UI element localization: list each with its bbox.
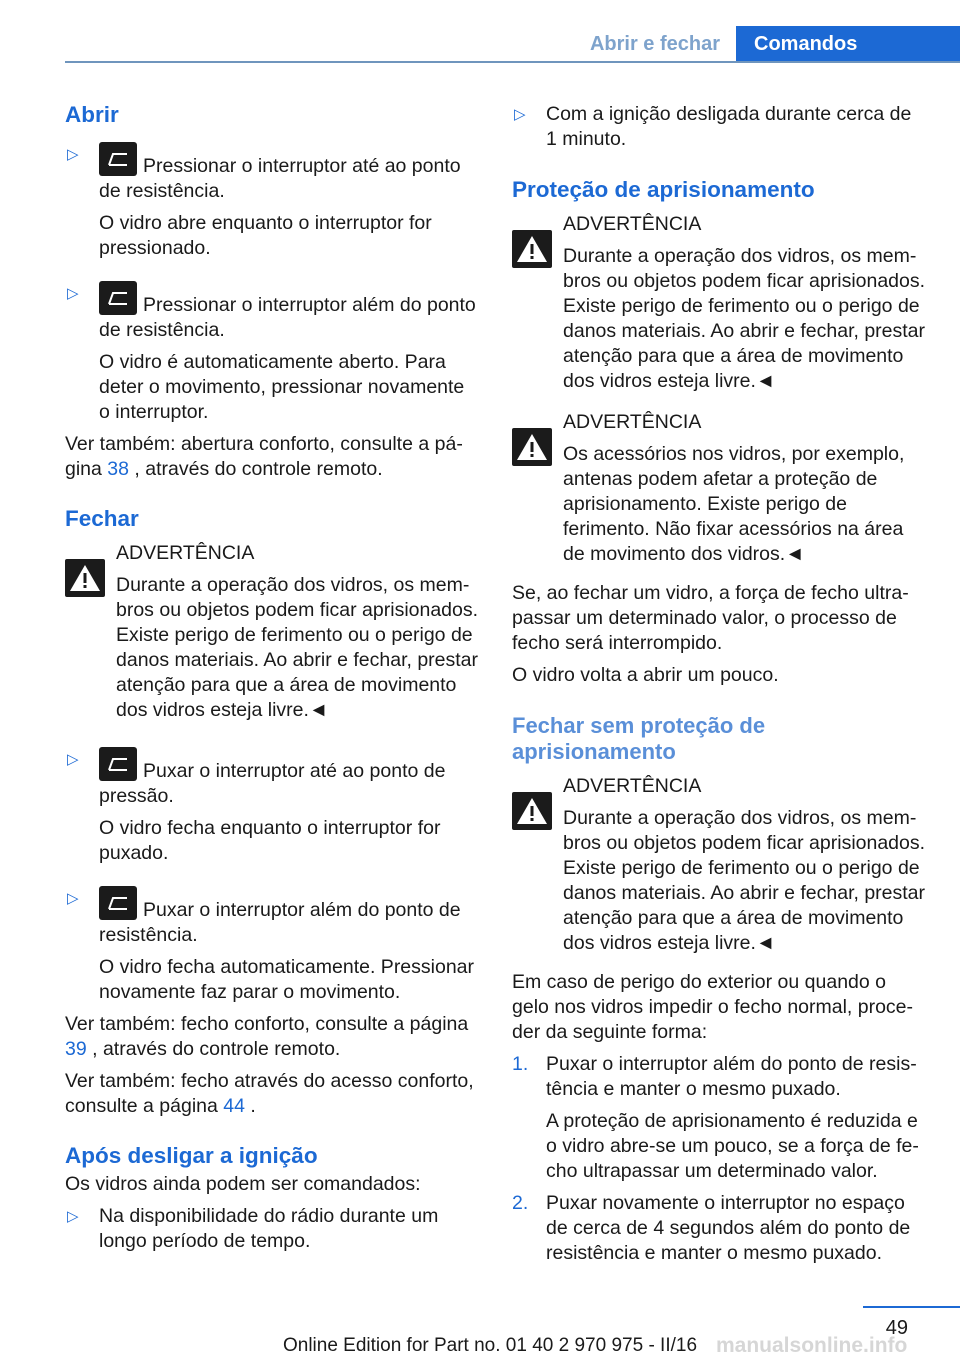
list-item <box>65 281 480 425</box>
numbered-item <box>512 1052 926 1184</box>
header-tab-comandos[interactable]: Comandos <box>736 26 960 63</box>
step-text: Puxar o interruptor além do ponto de resistência e manter o mesmo puxado. <box>546 1053 917 1100</box>
list-item <box>512 102 926 152</box>
list-item-subtext: O vidro fecha automaticamente. Pressionar novamente faz parar o movimento. <box>99 956 475 1003</box>
step-number: 2. <box>512 1192 529 1214</box>
page-link[interactable]: 38 <box>107 458 129 480</box>
list-item <box>65 142 480 261</box>
list-item <box>65 747 480 866</box>
page-link[interactable]: 44 <box>223 1095 245 1117</box>
list-item-subtext: O vidro abre enquanto o interruptor for pressionado. <box>99 212 432 259</box>
header-section-title: Abrir e fechar <box>589 33 721 55</box>
list-item-text: Puxar o interruptor além do ponto de resistência. <box>99 899 461 946</box>
window-switch-icon <box>99 142 137 176</box>
warning-text-first: Durante a operação dos vidros, os membros ou objetos podem ficar aprisionados. Existe perigo de ferimento ou o perigo de danos materiais. Ao abrir e fechar, prestar atenção para que a área de movimento dos vidros esteja livre.◄ <box>116 574 479 721</box>
window-switch-icon <box>99 747 137 781</box>
bullet-triangle-icon: ▷ <box>67 890 79 907</box>
header-divider <box>65 61 960 63</box>
warning-triangle-icon <box>512 792 552 830</box>
list-item-text: Pressionar o interruptor até ao ponto de resistência. <box>99 155 461 202</box>
list-item <box>65 886 480 1005</box>
numbered-item <box>512 1191 926 1266</box>
cross-reference: Ver também: fecho através do acesso conforto, consulte a página 44 . <box>65 1070 474 1117</box>
footer-divider <box>863 1306 960 1308</box>
list-item-text: Pressionar o interruptor além do ponto de resistência. <box>99 294 476 341</box>
warning-title: ADVERTÊNCIA <box>563 213 702 235</box>
paragraph: Os vidros ainda podem ser comandados: <box>65 1173 421 1195</box>
page-number: 49 <box>885 1317 908 1339</box>
edition-note: Online Edition for Part no. 01 40 2 970 975 - II/16 <box>282 1335 698 1356</box>
list-item-subtext: O vidro é automaticamente aberto. Para deter o movimento, pressionar novamente o interruptor. <box>99 351 465 423</box>
window-switch-icon <box>99 281 137 315</box>
list-item-text: Puxar o interruptor até ao ponto de pressão. <box>99 760 446 807</box>
warning-title: ADVERTÊNCIA <box>563 411 702 433</box>
heading-protecao: Proteção de aprisionamento <box>512 177 815 202</box>
cross-reference: Ver também: abertura conforto, consulte a página 38 , através do controle remoto. <box>65 433 463 480</box>
list-item <box>65 1204 480 1254</box>
watermark: manualsonline.info <box>716 1334 908 1357</box>
step-number: 1. <box>512 1053 529 1075</box>
warning-triangle-icon <box>512 428 552 466</box>
step-subtext: A proteção de aprisionamento é reduzida e o vidro abre-se um pouco, se a força de fecho ultrapassar um determinado valor. <box>546 1110 919 1182</box>
warning-text: Durante a operação dos vidros, os membros ou objetos podem ficar aprisionados. Existe perigo de ferimento ou o perigo de danos materiais. Ao abrir e fechar, prestar atenção para que a área de movimento dos vidros esteja livre.◄ <box>563 245 926 392</box>
list-item-subtext: O vidro fecha enquanto o interruptor for puxado. <box>99 817 441 864</box>
warning-text: Durante a operação dos vidros, os membros ou objetos podem ficar aprisionados. Existe perigo de ferimento ou o perigo de danos materiais. Ao abrir e fechar, prestar atenção para que a área de movimento dos vidros esteja livre.◄ <box>563 807 926 954</box>
left-column <box>65 102 480 1254</box>
list-item-text: Com a ignição desligada durante cerca de 1 minuto. <box>546 103 912 150</box>
warning-box <box>512 212 926 394</box>
heading-abrir: Abrir <box>65 102 119 127</box>
bullet-triangle-icon: ▷ <box>67 751 79 768</box>
warning-text: Os acessórios nos vidros, por exemplo, antenas podem afetar a proteção de aprisionamento. Existe perigo de ferimento. Não fixar acessórios na área de movimento dos vidros.◄ <box>563 443 905 565</box>
warning-box <box>512 410 926 567</box>
bullet-triangle-icon: ▷ <box>67 285 79 302</box>
bullet-triangle-icon: ▷ <box>67 146 79 163</box>
page-link[interactable]: 39 <box>65 1038 87 1060</box>
step-text: Puxar novamente o interruptor no espaço de cerca de 4 segundos além do ponto de resistência e manter o mesmo puxado. <box>546 1192 911 1264</box>
paragraph: O vidro volta a abrir um pouco. <box>512 664 779 686</box>
heading-fechar: Fechar <box>65 506 139 531</box>
bullet-triangle-icon: ▷ <box>67 1208 79 1225</box>
window-switch-icon <box>99 886 137 920</box>
warning-box <box>512 774 926 956</box>
paragraph: Em caso de perigo do exterior ou quando o gelo nos vidros impedir o fecho normal, proceder da seguinte forma: <box>512 971 914 1043</box>
list-item-text: Na disponibilidade do rádio durante um longo período de tempo. <box>99 1205 439 1252</box>
warning-title: ADVERTÊNCIA <box>563 775 702 797</box>
heading-fechar-sem-protecao: Fechar sem proteção de aprisionamento <box>512 713 766 764</box>
paragraph: Se, ao fechar um vidro, a força de fecho ultrapassar um determinado valor, o processo de fecho será interrompido. <box>512 582 909 654</box>
warning-triangle-icon <box>65 559 105 597</box>
warning-box <box>65 541 480 723</box>
heading-apos-desligar: Após desligar a ignição <box>65 1143 318 1168</box>
warning-title: ADVERTÊNCIA <box>116 542 255 564</box>
warning-triangle-icon <box>512 230 552 268</box>
cross-reference: Ver também: fecho conforto, consulte a página 39 , através do controle remoto. <box>65 1013 469 1060</box>
bullet-triangle-icon: ▷ <box>514 106 526 123</box>
right-column <box>512 102 926 1266</box>
